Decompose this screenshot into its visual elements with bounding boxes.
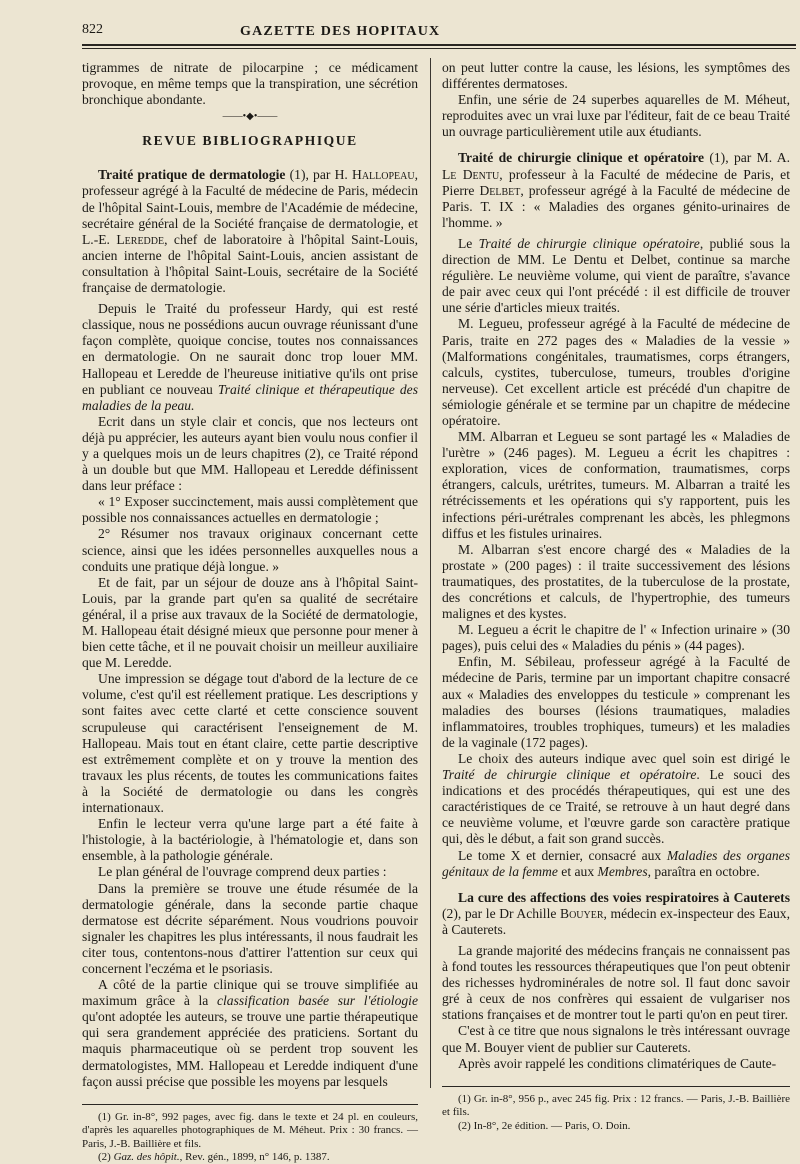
paragraph: Le plan général de l'ouvrage comprend deux parties :: [98, 864, 387, 880]
paragraph: « 1° Exposer succinctement, mais aussi complètement que possible nos connaissances actuelles en dermatologie ;: [82, 494, 418, 526]
paragraph: M. Legueu a écrit le chapitre de l' « Infection urinaire » (30 pages), puis celui des « Maladies du pénis » (44 pages).: [442, 622, 790, 654]
text: A côté de la partie clinique qui se trouve simplifiée au maximum grâce à la: [82, 977, 418, 1009]
book-title: Traité de chirurgie clinique et opératoire: [458, 150, 704, 166]
footnote: [82, 1151, 418, 1164]
footnote-rule: [82, 1104, 418, 1105]
book-entry-hallopeau: [82, 167, 418, 296]
author-name: Leredde: [116, 231, 165, 247]
footnote-rule: [442, 1086, 790, 1087]
paragraph: Dans la première se trouve une étude résumée de la dermatologie générale, dans la seconde partie chaque dermatose est décrite séparément. Nous voudrions pouvoir signaler les chapitres les plus intéressants, il nous faudrait les citer tous, contentons-nous d'attirer l'attention sur ceux qui concernent l'eczéma et le psoriasis.: [82, 880, 418, 976]
book-entry-bouyer: [442, 890, 790, 938]
text: qu'ont adoptée les auteurs, se trouve une partie thérapeutique qui sera grandement appréciée des praticiens. Sortant du maquis pharmaceutique où se perdent trop souvent les dermatologistes, MM. Hallopeau et Leredde indiquent d'une façon aussi précise que possible les moyens par lesquels: [82, 1009, 418, 1089]
text: , chef de laboratoire à l'hôpital Saint-Louis, ancien interne de l'hôpital Saint-Louis, ancien assistant de consultation à l'hôpital Saint-Louis, secrétaire de la Société française de dermatologie.: [82, 231, 418, 296]
paragraph: Enfin, M. Sébileau, professeur agrégé à la Faculté de médecine de Paris, termine par un important chapitre consacré aux « Maladies des enveloppes du testicule » comprenant les maladies des bourses (lésions traumatiques, maladies inflammatoires, troubles trophiques, tumeurs) et les maladies de la vaginale (172 pages).: [442, 654, 790, 750]
paragraph: M. Albarran s'est encore chargé des « Maladies de la prostate » (200 pages) : il traite successivement des lésions traumatiques, des prostatites, de la tuberculose de la prostate, des concrétions et calculs, de l'hypertrophie, des tumeurs malignes et des kystes.: [442, 541, 790, 622]
text: (1), par M. A.: [704, 150, 790, 166]
text: . Le souci des indications et des procédés thérapeutiques, qui est une des caractéristiques de ce Traité, se retrouve à un haut degré dans ce neuvième volume, et l'œuvre garde son caractère pratique qui, dès le début, a fait son grand succès.: [442, 767, 790, 847]
italic-text: classification basée sur l'étiologie: [216, 993, 418, 1009]
author-name: Bouyer: [560, 905, 604, 921]
section-title: REVUE BIBLIOGRAPHIQUE: [142, 133, 358, 149]
book-title: Traité pratique de dermatologie: [98, 167, 286, 183]
author-name: Hallopeau: [352, 167, 415, 183]
paragraph: [442, 848, 790, 880]
text: , professeur agrégé à la Faculté de médecine de Paris. T. IX : « Maladies des organes génito-urinaires de l'homme. »: [442, 182, 790, 230]
ornament-divider: ——•◆•——: [222, 111, 278, 123]
paragraph: Et de fait, par un séjour de douze ans à l'hôpital Saint-Louis, par la grande part qu'en sa qualité de secrétaire général, il a prise aux travaux de la Société de dermatologie, M. Hallopeau était désigné mieux que personne pour mener à bien cette tâche, et il ne pouvait choisir un meilleur auxiliaire que M. Leredde.: [82, 574, 418, 671]
paragraph: [82, 977, 418, 1090]
page-number: 822: [82, 22, 103, 37]
paragraph: M. Legueu, professeur agrégé à la Faculté de médecine de Paris, traite en 272 pages des « Maladies de la vessie » (Malformations congénitales, traumatismes, corps étrangers, calculs, cystites, tuberculose, tumeurs, troubles d'origine nerveuse). Cet excellent article est précédé d'un chapitre de sémiologie générale et se termine par un chapitre de médecine opératoire.: [442, 316, 790, 428]
paragraph: Ecrit dans un style clair et concis, que nos lecteurs ont déjà pu apprécier, les auteurs ayant bien voulu nous confier il y a quelques mois un de leurs chapitres (2), ce Traité répond à un double but que MM. Hallopeau et Leredde définissent dans leur préface :: [82, 413, 418, 494]
book-title: La cure des affections des voies respiratoires à Cauterets: [458, 889, 790, 905]
header-rule: [82, 44, 796, 46]
italic-text: Membres: [597, 863, 648, 879]
paragraph: [442, 751, 790, 848]
paragraph: [442, 236, 790, 316]
paragraph: 2° Résumer nos travaux originaux concernant cette science, ainsi que les idées personnelles auxquelles nous a conduits une pratique déjà longue. »: [82, 526, 418, 574]
italic-text: Gaz. des hôpit.: [113, 1150, 180, 1163]
text: , publié sous la direction de MM. Le Dentu et Delbet, continue sa marche régulière. Le neuvième volume, qui vient de paraître, s'avance de pair avec ceux qui l'ont précédé : il est difficile de trouver une série d'articles mieux traités.: [442, 235, 790, 316]
italic-title: Traité de chirurgie clinique opératoire: [478, 235, 700, 251]
running-title: GAZETTE DES HOPITAUX: [240, 24, 441, 39]
paragraph: [82, 301, 418, 414]
paragraph: Après avoir rappelé les conditions climatériques de Caute-: [458, 1055, 777, 1071]
text: (2): [98, 1150, 114, 1163]
footnote: (1) Gr. in-8°, 992 pages, avec fig. dans le texte et 24 pl. en couleurs, d'après les aquarelles photographiques de M. Méheut. Prix : 30 francs. — Paris, J.-B. Baillière et fils.: [82, 1110, 418, 1150]
text: Le choix des auteurs indique avec quel soin est dirigé le: [458, 750, 790, 766]
text: Le: [458, 235, 479, 251]
paragraph: MM. Albarran et Legueu se sont partagé les « Maladies de l'urètre » (246 pages). M. Legueu a écrit les chapitres : exploration, vices de conformation, traumatismes, corps étrangers, calculs, urétrites, tumeurs. M. Albarran a traité les rétrécissements et les opérations qui s'y rapportent, puis les infections péri-urétrales comprenant les abcès, les phlegmons diffus et les fistules urinaires.: [442, 429, 790, 541]
paragraph: Une impression se dégage tout d'abord de la lecture de ce volume, c'est qu'il est réellement pratique. Les descriptions y sont faites avec cette clarté et cette conscience souvent scrupuleuse qui caractérisent l'enseignement de M. Hallopeau. Mais tout en étant claire, cette partie descriptive est extrêmement complète et on y trouve la mention des travaux les plus récents, de toutes les communications faites à la Société de dermatologie ou dans les congrès internationaux.: [82, 671, 418, 816]
italic-text: Maladies des organes génitaux de la femme: [442, 847, 791, 879]
paragraph: on peut lutter contre la cause, les lésions, les symptômes des différentes dermatoses.: [442, 60, 790, 92]
text: et aux: [557, 863, 598, 879]
paragraph: C'est à ce titre que nous signalons le très intéressant ouvrage que M. Bouyer vient de publier sur Cauterets.: [442, 1023, 790, 1055]
column-divider: [430, 58, 431, 1088]
header-rule-thin: [82, 48, 796, 49]
footnote: (1) Gr. in-8°, 956 p., avec 245 fig. Prix : 12 francs. — Paris, J.-B. Baillière et fils.: [442, 1092, 790, 1119]
left-column: [82, 60, 418, 1164]
text: Depuis le Traité du professeur Hardy, qui est resté classique, nous ne possédions aucun ouvrage réunissant d'une façon complète, quoique concise, toutes nos connaissances en dermatologie. On ne saurait donc trop louer MM. Hallopeau et Leredde de l'heureuse initiative qu'ils ont prise en publiant ce nouveau: [82, 301, 418, 397]
text: (1), par H.: [285, 167, 352, 183]
paragraph: La grande majorité des médecins français ne connaissent pas à fond toutes les ressources thérapeutiques que l'on peut obtenir des richesses hydrominérales de notre sol. Il faut donc savoir gré à ceux de nos confrères qui essaient de vulgariser nos stations françaises et de montrer tout le parti qu'on en peut tirer.: [442, 942, 790, 1023]
text: , professeur agrégé à la Faculté de médecine de Paris, médecin de l'hôpital Saint-Louis, membre de l'Académie de médecine, secrétaire général de la Société française de dermatologie, et L.-E.: [82, 167, 418, 247]
paragraph: tigrammes de nitrate de pilocarpine ; ce médicament provoque, en même temps que la transpiration, une sécrétion bronchique abondante.: [82, 60, 418, 108]
footnote: (2) In-8°, 2e édition. — Paris, O. Doin.: [458, 1119, 631, 1132]
italic-title: Traité de chirurgie clinique et opératoire: [442, 767, 697, 783]
text: (2), par le Dr Achille: [442, 905, 560, 921]
text: , paraîtra en octobre.: [647, 863, 760, 879]
text: , Rev. gén., 1899, n° 146, p. 1387.: [179, 1150, 330, 1163]
italic-title: Traité clinique et thérapeutique des maladies de la peau.: [82, 381, 418, 413]
paragraph: Enfin le lecteur verra qu'une large part a été faite à l'histologie, à la bactériologie, à l'hématologie et, dans son ensemble, à la pathologie générale.: [82, 816, 418, 864]
paragraph: Enfin, une série de 24 superbes aquarelles de M. Méheut, reproduites avec un vrai luxe par l'éditeur, fait de ce beau Traité un ouvrage particulièrement utile aux étudiants.: [442, 92, 790, 140]
author-name: Delbet: [479, 182, 521, 198]
text: , professeur à la Faculté de médecine de Paris, et Pierre: [442, 166, 790, 198]
text: Le tome X et dernier, consacré aux: [458, 847, 667, 863]
author-name: Le Dentu: [442, 166, 500, 182]
book-entry-le-dentu: [442, 150, 790, 230]
text: , médecin ex-inspecteur des Eaux, à Cauterets.: [442, 905, 790, 937]
right-column: [442, 60, 790, 1133]
